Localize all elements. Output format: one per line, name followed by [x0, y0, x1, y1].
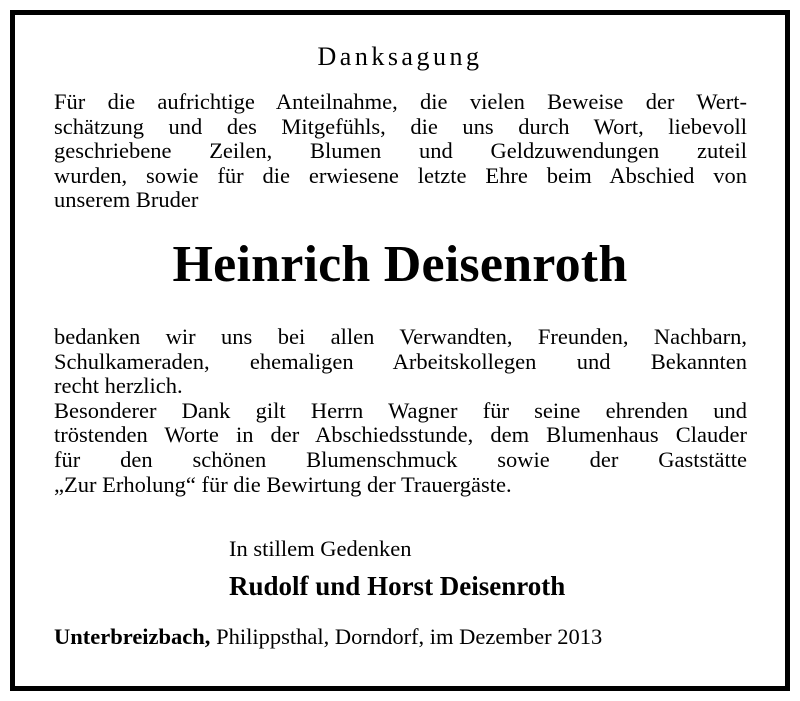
thanks-line: recht herzlich. — [54, 373, 183, 399]
intro-line: unserem Bruder — [54, 187, 199, 213]
thanks-line: bedanken wir uns bei allen Verwandten, Freunden, Nachbarn, — [54, 324, 747, 349]
special-thanks-line: Besonderer Dank gilt Herrn Wagner für seine ehrenden und — [54, 397, 747, 423]
thanks-paragraph — [54, 325, 747, 497]
intro-line: geschriebene Zeilen, Blumen und Geldzuwendungen zuteil — [54, 138, 747, 164]
intro-line: Für die aufrichtige Anteilnahme, die vielen Beweise der Wert- — [54, 89, 747, 114]
special-thanks-line: „Zur Erholung“ für die Bewirtung der Trauergäste. — [54, 471, 512, 497]
intro-line: schätzung und des Mitgefühls, die uns durch Wort, liebevoll — [54, 113, 747, 139]
intro-line: wurden, sowie für die erwiesene letzte Ehre beim Abschied von — [54, 162, 747, 188]
notice-heading: Danksagung — [317, 42, 483, 71]
special-thanks-line: für den schönen Blumenschmuck sowie der Gaststätte — [54, 446, 747, 472]
place-name: Unterbreizbach, — [54, 624, 211, 649]
place-and-date — [54, 624, 602, 650]
special-thanks-line: tröstenden Worte in der Abschiedsstunde, dem Blumenhaus Clauder — [54, 422, 747, 448]
closing-phrase: In stillem Gedenken — [229, 536, 412, 561]
thanks-line: Schulkameraden, ehemaligen Arbeitskollegen und Bekannten — [54, 348, 747, 374]
signers: Rudolf und Horst Deisenroth — [229, 571, 566, 601]
places-and-date: Philippsthal, Dorndorf, im Dezember 2013 — [210, 624, 603, 649]
deceased-name: Heinrich Deisenroth — [172, 236, 628, 293]
intro-paragraph — [54, 90, 747, 213]
